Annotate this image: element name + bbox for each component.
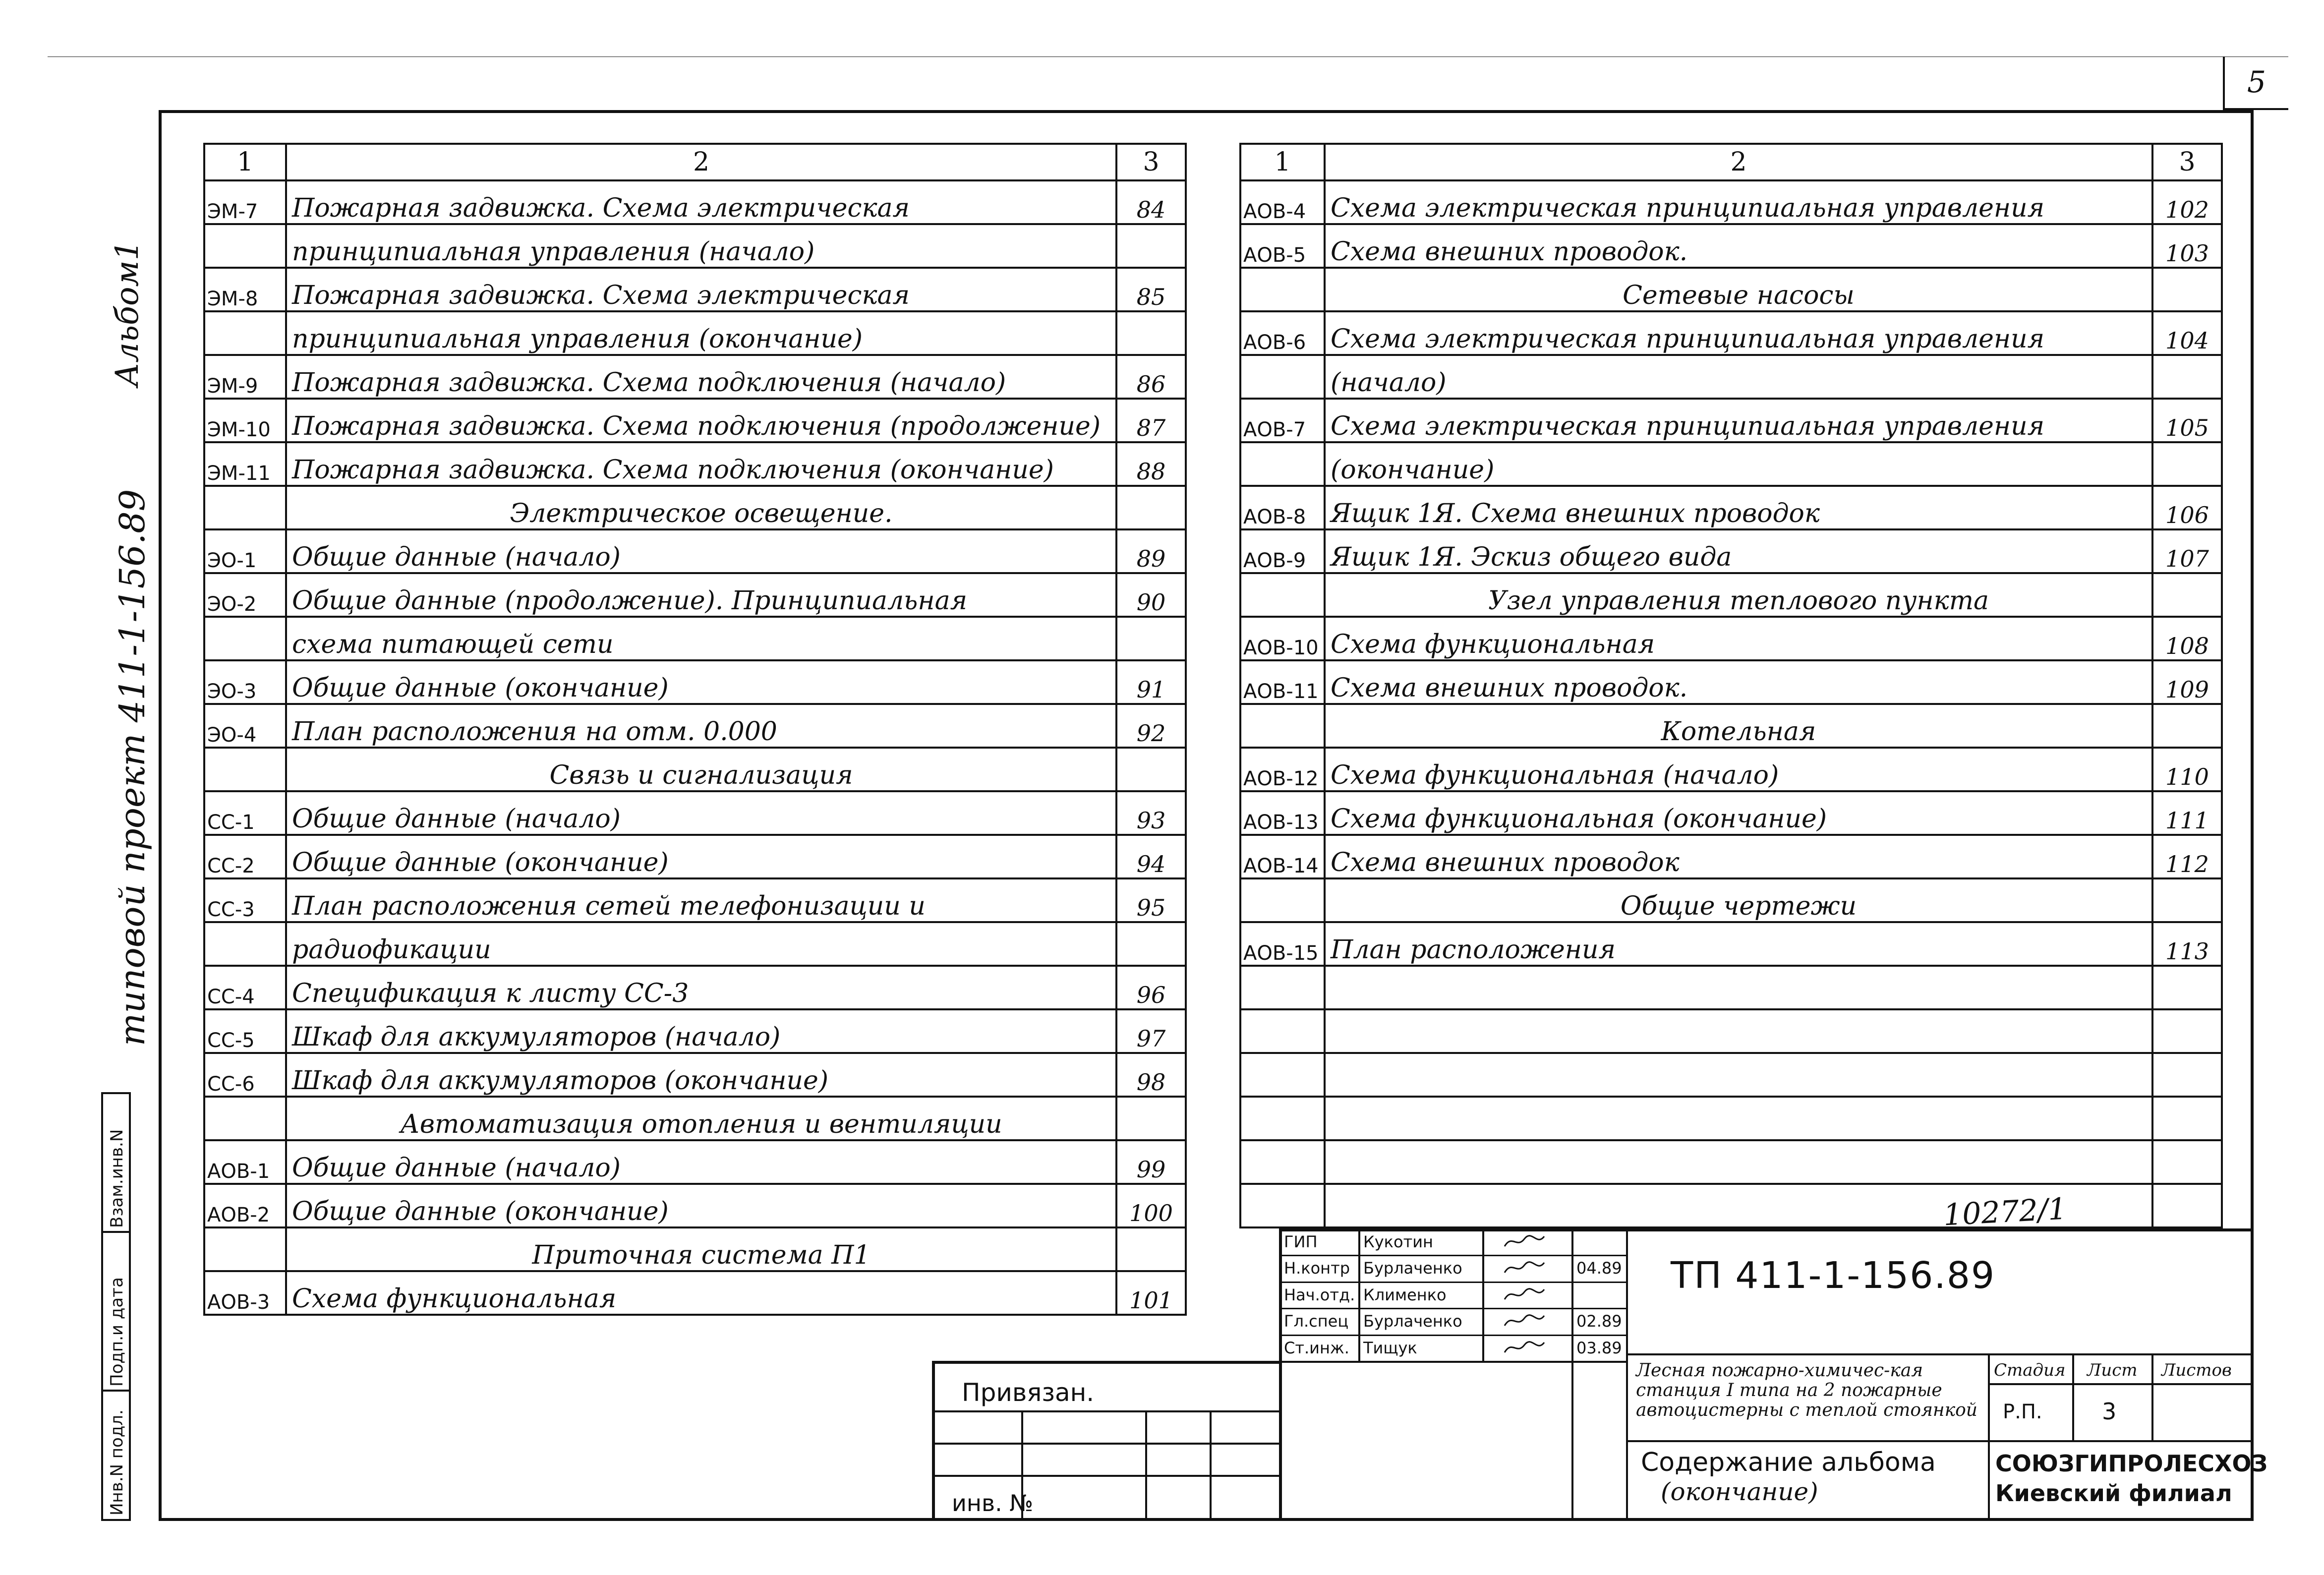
sheet-number xyxy=(2152,1184,2222,1227)
sheet-title: принципиальная управления (начало) xyxy=(286,224,1116,268)
signer-role: Нач.отд. xyxy=(1284,1285,1355,1304)
sheet-title: Пожарная задвижка. Схема подключения (продолжение) xyxy=(286,399,1116,442)
table-row xyxy=(204,1184,1186,1227)
table-row xyxy=(1240,704,2222,748)
signer-name: Кукотин xyxy=(1363,1232,1433,1251)
signature-scribble xyxy=(1502,1311,1547,1331)
sheet-title: Шкаф для аккумуляторов (окончание) xyxy=(286,1053,1116,1097)
sheet-title: Спецификация к листу СС-3 xyxy=(286,966,1116,1009)
table-row xyxy=(1240,748,2222,791)
sheet-title: Схема функциональная xyxy=(286,1271,1116,1315)
sheet-number: 86 xyxy=(1116,355,1186,399)
table-row xyxy=(1240,617,2222,660)
sheet-code: ЭО-3 xyxy=(204,660,286,704)
sheet-number xyxy=(2152,878,2222,922)
sheet-number: 95 xyxy=(1116,878,1186,922)
sheet-title: Пожарная задвижка. Схема электрическая xyxy=(286,180,1116,224)
stamp-line xyxy=(1279,1335,1626,1336)
sheet-code: ЭО-1 xyxy=(204,529,286,573)
sheet-code: АОВ-8 xyxy=(1240,486,1325,529)
strip-label: Взам.инв.N xyxy=(107,1129,127,1228)
table-header-row xyxy=(204,144,1186,180)
table-row xyxy=(204,224,1186,268)
sheet-title: радиофикации xyxy=(286,922,1116,966)
signer-role: ГИП xyxy=(1284,1232,1318,1251)
sheet-number: 112 xyxy=(2152,835,2222,878)
sheet-code xyxy=(1240,442,1325,486)
sheet-title: Шкаф для аккумуляторов (начало) xyxy=(286,1009,1116,1053)
stage-value: Р.П. xyxy=(2003,1400,2042,1423)
sheet-number xyxy=(1116,748,1186,791)
table-row xyxy=(1240,1184,2222,1227)
stamp-line xyxy=(1358,1228,1360,1361)
sheet-title xyxy=(1325,1009,2152,1053)
sheet-number: 91 xyxy=(1116,660,1186,704)
table-row xyxy=(204,268,1186,311)
table-row xyxy=(204,878,1186,922)
column-header: 2 xyxy=(286,144,1116,180)
sheet-number: 102 xyxy=(2152,180,2222,224)
table-row xyxy=(204,180,1186,224)
sheet-code: АОВ-9 xyxy=(1240,529,1325,573)
sheet-code: АОВ-5 xyxy=(1240,224,1325,268)
sheet-code: АОВ-6 xyxy=(1240,311,1325,355)
signature-scribble xyxy=(1502,1284,1547,1304)
table-row xyxy=(1240,311,2222,355)
sheet-code: АОВ-13 xyxy=(1240,791,1325,835)
table-row xyxy=(1240,573,2222,617)
sheet-number xyxy=(1116,224,1186,268)
sheet-number: 84 xyxy=(1116,180,1186,224)
sheet-code: СС-3 xyxy=(204,878,286,922)
sheet-code xyxy=(1240,704,1325,748)
sheet-number: 103 xyxy=(2152,224,2222,268)
sheet-number xyxy=(1116,486,1186,529)
sheet-number: 96 xyxy=(1116,966,1186,1009)
sheet-title: Общие данные (начало) xyxy=(286,529,1116,573)
sheet-number: 90 xyxy=(1116,573,1186,617)
sheet-code: ЭМ-8 xyxy=(204,268,286,311)
sheet-code xyxy=(1240,1009,1325,1053)
sheet-code: ЭМ-11 xyxy=(204,442,286,486)
sheet-title: План расположения на отм. 0.000 xyxy=(286,704,1116,748)
table-row xyxy=(204,486,1186,529)
section-heading: Связь и сигнализация xyxy=(286,748,1116,791)
sheet-number: 92 xyxy=(1116,704,1186,748)
table-row xyxy=(204,1271,1186,1315)
sheet-title: Ящик 1Я. Схема внешних проводок xyxy=(1325,486,2152,529)
sheet-number: 93 xyxy=(1116,791,1186,835)
table-row xyxy=(1240,529,2222,573)
sheet-title: Общие данные (окончание) xyxy=(286,660,1116,704)
binding-line xyxy=(1210,1410,1212,1521)
sheet-code: АОВ-1 xyxy=(204,1140,286,1184)
sheet-code: СС-1 xyxy=(204,791,286,835)
sheet-title xyxy=(1325,966,2152,1009)
sheet-title: План расположения сетей телефонизации и xyxy=(286,878,1116,922)
sheet-code: ЭО-4 xyxy=(204,704,286,748)
sheet-number: 101 xyxy=(1116,1271,1186,1315)
sheet-title: Общие данные (начало) xyxy=(286,791,1116,835)
sheet-title: Пожарная задвижка. Схема подключения (начало) xyxy=(286,355,1116,399)
signer-name: Тищук xyxy=(1363,1338,1417,1357)
sheet-code xyxy=(204,1227,286,1271)
sheet-code xyxy=(204,224,286,268)
sheet-number: 85 xyxy=(1116,268,1186,311)
sheet-code xyxy=(1240,573,1325,617)
table-row xyxy=(1240,355,2222,399)
sheet-title-continuation: (окончание) xyxy=(1661,1477,1818,1506)
binding-line xyxy=(932,1475,1279,1477)
sheet-title: Схема внешних проводок. xyxy=(1325,660,2152,704)
sheet-code: АОВ-15 xyxy=(1240,922,1325,966)
table-row xyxy=(1240,399,2222,442)
sheet-code xyxy=(204,748,286,791)
sheet-code xyxy=(1240,1140,1325,1184)
sheet-number xyxy=(1116,617,1186,660)
sheet-number: 99 xyxy=(1116,1140,1186,1184)
sheet-title: Схема внешних проводок. xyxy=(1325,224,2152,268)
table-row xyxy=(204,660,1186,704)
sheet-title: Схема функциональная (начало) xyxy=(1325,748,2152,791)
sheet-number xyxy=(1116,922,1186,966)
sheet-code: ЭМ-7 xyxy=(204,180,286,224)
sheet-code xyxy=(1240,1184,1325,1227)
stamp-line xyxy=(1279,1255,1626,1256)
sheet-value: 3 xyxy=(2102,1398,2117,1425)
sheet-title: Схема функциональная (окончание) xyxy=(1325,791,2152,835)
table-row xyxy=(1240,442,2222,486)
sheet-number xyxy=(1116,1097,1186,1140)
sheet-number: 88 xyxy=(1116,442,1186,486)
sheet-code xyxy=(204,486,286,529)
table-row xyxy=(1240,791,2222,835)
table-row xyxy=(204,529,1186,573)
table-row xyxy=(1240,224,2222,268)
sheet-code: АОВ-4 xyxy=(1240,180,1325,224)
signature-date: 03.89 xyxy=(1576,1338,1622,1357)
project-label: типовой проект 411-1-156.89 xyxy=(112,489,153,1046)
object-name: Лесная пожарно-химичес-кая станция I типа на 2 пожарные автоцистерны с теплой стоянкой xyxy=(1636,1360,1977,1420)
sheet-number: 104 xyxy=(2152,311,2222,355)
sheet-title: Общие данные (окончание) xyxy=(286,835,1116,878)
sheet-number: 108 xyxy=(2152,617,2222,660)
sheet-code: СС-2 xyxy=(204,835,286,878)
sheet-number xyxy=(2152,966,2222,1009)
signer-name: Клименко xyxy=(1363,1285,1447,1304)
table-row xyxy=(204,922,1186,966)
sheet-title xyxy=(1325,1140,2152,1184)
sheet-code xyxy=(204,311,286,355)
sheet-code: АОВ-14 xyxy=(1240,835,1325,878)
signer-name: Бурлаченко xyxy=(1363,1312,1462,1331)
table-row xyxy=(204,399,1186,442)
page-number: 5 xyxy=(2223,57,2288,110)
sheet-title: Схема электрическая принципиальная управления xyxy=(1325,399,2152,442)
stamp-line xyxy=(1626,1353,2254,1355)
sheet-title: (окончание) xyxy=(1325,442,2152,486)
table-row xyxy=(204,966,1186,1009)
sheet-title xyxy=(1325,1097,2152,1140)
signer-role: Н.контр xyxy=(1284,1259,1350,1278)
table-row xyxy=(204,791,1186,835)
sheet-number: 110 xyxy=(2152,748,2222,791)
sheet-code xyxy=(1240,878,1325,922)
sheet-number: 111 xyxy=(2152,791,2222,835)
stamp-line xyxy=(1988,1383,2254,1385)
signer-name: Бурлаченко xyxy=(1363,1259,1462,1278)
sheet-number xyxy=(2152,268,2222,311)
section-heading: Автоматизация отопления и вентиляции xyxy=(286,1097,1116,1140)
table-row xyxy=(204,704,1186,748)
margin-approval-strip xyxy=(101,1092,131,1521)
table-row xyxy=(1240,1140,2222,1184)
stamp-line xyxy=(1571,1228,1573,1521)
sheet-code: АОВ-7 xyxy=(1240,399,1325,442)
sheet-code: ЭМ-10 xyxy=(204,399,286,442)
signature-scribble xyxy=(1502,1258,1547,1278)
signature-date: 04.89 xyxy=(1576,1259,1622,1278)
sheet-code xyxy=(204,617,286,660)
sheet-number xyxy=(2152,704,2222,748)
table-row xyxy=(1240,180,2222,224)
sheet-code: СС-5 xyxy=(204,1009,286,1053)
table-row xyxy=(1240,878,2222,922)
sheet-number xyxy=(2152,442,2222,486)
stamp-line xyxy=(2151,1353,2153,1440)
section-heading: Узел управления теплового пункта xyxy=(1325,573,2152,617)
sheet-title: Схема внешних проводок xyxy=(1325,835,2152,878)
stamp-line xyxy=(1279,1308,1626,1309)
sheet-number xyxy=(2152,1053,2222,1097)
sheet-number xyxy=(2152,1140,2222,1184)
sheet-title: План расположения xyxy=(1325,922,2152,966)
sheet-code xyxy=(1240,355,1325,399)
sheet-code: АОВ-2 xyxy=(204,1184,286,1227)
table-row xyxy=(204,442,1186,486)
organization-name: СОЮЗГИПРОЛЕСХОЗ xyxy=(1995,1450,2268,1477)
sheet-title: Пожарная задвижка. Схема электрическая xyxy=(286,268,1116,311)
sheet-number xyxy=(2152,1009,2222,1053)
table-row xyxy=(204,573,1186,617)
signature-scribble xyxy=(1502,1231,1547,1251)
sheet-code xyxy=(204,1097,286,1140)
sheet-label: Лист xyxy=(2087,1360,2138,1380)
sheet-number: 113 xyxy=(2152,922,2222,966)
sheet-title: принципиальная управления (окончание) xyxy=(286,311,1116,355)
sheet-code: СС-6 xyxy=(204,1053,286,1097)
stamp-line xyxy=(1482,1228,1484,1361)
signature-scribble xyxy=(1502,1338,1547,1357)
contents-table-right xyxy=(1239,143,2223,1228)
signer-role: Ст.инж. xyxy=(1284,1338,1349,1357)
table-row xyxy=(1240,1097,2222,1140)
sheet-code: АОВ-12 xyxy=(1240,748,1325,791)
sheet-title: Ящик 1Я. Эскиз общего вида xyxy=(1325,529,2152,573)
sheet-number: 94 xyxy=(1116,835,1186,878)
sheet-code xyxy=(1240,1053,1325,1097)
sheet-code: СС-4 xyxy=(204,966,286,1009)
sheet-number: 87 xyxy=(1116,399,1186,442)
table-row xyxy=(204,748,1186,791)
table-row xyxy=(1240,835,2222,878)
sheet-code: АОВ-11 xyxy=(1240,660,1325,704)
table-row xyxy=(204,311,1186,355)
sheet-number: 98 xyxy=(1116,1053,1186,1097)
sheet-code: АОВ-3 xyxy=(204,1271,286,1315)
table-row xyxy=(204,1009,1186,1053)
section-heading: Электрическое освещение. xyxy=(286,486,1116,529)
strip-label: Подп.и дата xyxy=(107,1277,127,1387)
stage-label: Стадия xyxy=(1994,1360,2066,1380)
sheet-number xyxy=(2152,1097,2222,1140)
sheet-code: АОВ-10 xyxy=(1240,617,1325,660)
sheet-title: (начало) xyxy=(1325,355,2152,399)
binding-line xyxy=(932,1443,1279,1445)
column-header: 2 xyxy=(1325,144,2152,180)
table-row xyxy=(204,355,1186,399)
table-row xyxy=(204,617,1186,660)
binding-label: Привязан. xyxy=(962,1378,1095,1407)
column-header: 1 xyxy=(204,144,286,180)
binding-line xyxy=(932,1410,1279,1412)
sheet-number: 107 xyxy=(2152,529,2222,573)
sheet-number xyxy=(2152,355,2222,399)
table-row xyxy=(204,835,1186,878)
table-row xyxy=(1240,966,2222,1009)
binding-line xyxy=(1145,1410,1147,1521)
sheet-title: Общие данные (продолжение). Принципиальная xyxy=(286,573,1116,617)
table-row xyxy=(1240,268,2222,311)
sheets-label: Листов xyxy=(2161,1360,2232,1380)
sheet-code: ЭМ-9 xyxy=(204,355,286,399)
sheet-number xyxy=(2152,573,2222,617)
sheet-number: 100 xyxy=(1116,1184,1186,1227)
column-header: 3 xyxy=(1116,144,1186,180)
sheet-number xyxy=(1116,1227,1186,1271)
stamp-line xyxy=(2072,1353,2074,1440)
table-row xyxy=(1240,1009,2222,1053)
sheet-title: Содержание альбома xyxy=(1641,1448,1936,1477)
sheet-number xyxy=(1116,311,1186,355)
organization-branch: Киевский филиал xyxy=(1995,1480,2232,1507)
sheet-code xyxy=(1240,1097,1325,1140)
column-header: 1 xyxy=(1240,144,1325,180)
sheet-title: Общие данные (начало) xyxy=(286,1140,1116,1184)
sheet-title xyxy=(1325,1053,2152,1097)
table-row xyxy=(204,1140,1186,1184)
sheet-title: Схема электрическая принципиальная управления xyxy=(1325,180,2152,224)
sheet-number: 105 xyxy=(2152,399,2222,442)
sheet-code xyxy=(1240,268,1325,311)
contents-table-left xyxy=(203,143,1187,1316)
table-header-row xyxy=(1240,144,2222,180)
sheet-title: Общие данные (окончание) xyxy=(286,1184,1116,1227)
inventory-label: инв. № xyxy=(952,1490,1034,1517)
sheet-number: 106 xyxy=(2152,486,2222,529)
signer-role: Гл.спец xyxy=(1284,1312,1349,1331)
table-row xyxy=(1240,922,2222,966)
stamp-line xyxy=(1988,1353,1990,1521)
table-row xyxy=(204,1053,1186,1097)
strip-label: Инв.N подл. xyxy=(107,1409,127,1516)
column-header: 3 xyxy=(2152,144,2222,180)
sheet-title: Пожарная задвижка. Схема подключения (окончание) xyxy=(286,442,1116,486)
table-row xyxy=(1240,660,2222,704)
sheet-code xyxy=(204,922,286,966)
document-designation: ТП 411-1-156.89 xyxy=(1671,1254,1996,1297)
table-row xyxy=(204,1097,1186,1140)
sheet-number: 109 xyxy=(2152,660,2222,704)
album-label: Альбом1 xyxy=(109,240,146,387)
sheet-title: Схема функциональная xyxy=(1325,617,2152,660)
sheet-number: 97 xyxy=(1116,1009,1186,1053)
table-row xyxy=(204,1227,1186,1271)
section-heading: Котельная xyxy=(1325,704,2152,748)
sheet-number: 89 xyxy=(1116,529,1186,573)
signature-date: 02.89 xyxy=(1576,1312,1622,1331)
section-heading: Приточная система П1 xyxy=(286,1227,1116,1271)
handwritten-doc-number: 10272/1 xyxy=(1942,1191,2068,1233)
sheet-code: ЭО-2 xyxy=(204,573,286,617)
section-heading: Общие чертежи xyxy=(1325,878,2152,922)
table-row xyxy=(1240,486,2222,529)
section-heading: Сетевые насосы xyxy=(1325,268,2152,311)
sheet-title: Схема электрическая принципиальная управления xyxy=(1325,311,2152,355)
stamp-line xyxy=(1279,1282,1626,1283)
stamp-line xyxy=(1279,1361,1626,1363)
table-row xyxy=(1240,1053,2222,1097)
sheet-code xyxy=(1240,966,1325,1009)
stamp-line xyxy=(1626,1440,2254,1442)
sheet-title: схема питающей сети xyxy=(286,617,1116,660)
stamp-line xyxy=(1626,1228,1628,1521)
